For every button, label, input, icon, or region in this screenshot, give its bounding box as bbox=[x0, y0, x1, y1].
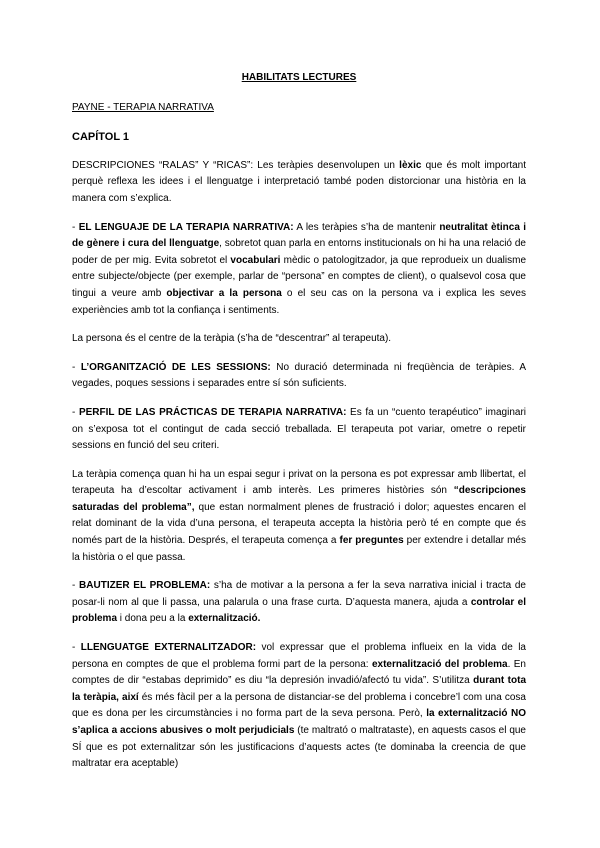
bold-text: controlar el problema bbox=[72, 596, 526, 625]
bold-text: neutralitat ètinca i de gènere i cura del llenguatge bbox=[72, 221, 527, 250]
bold-text: vocabulari bbox=[230, 254, 281, 266]
body-text: que és molt important perquè reflexa les idees i el llenguatge i interpretació també poden distorcionar una història en la manera com s’explica. bbox=[72, 159, 526, 204]
paragraph-lenguaje-terapia bbox=[72, 220, 526, 320]
chapter-heading: CAPÍTOL 1 bbox=[72, 131, 130, 144]
body-text: La persona és el centre de la teràpia (s’ha de “descentrar” al terapeuta). bbox=[72, 333, 392, 345]
body-text: - bbox=[72, 642, 81, 654]
body-text: La teràpia comença quan hi ha un espai segur i privat on la persona es pot expressar amb llibertat, el terapeuta ha d’escoltar activament i amb interès. Les primeres històries són bbox=[72, 468, 526, 497]
bold-text: L’ORGANITZACIÓ DE LES SESSIONS: bbox=[80, 361, 271, 373]
paragraph-bautizer-problema bbox=[72, 578, 526, 628]
body-text: A les teràpies s’ha de mantenir bbox=[293, 221, 440, 233]
paragraph-perfil-practicas bbox=[72, 405, 526, 455]
bold-text: durant tota la teràpia, així bbox=[72, 675, 527, 703]
body-text: . En comptes de dir “estabas deprimido” es diu “la depresión invadió/afectó tu vida”. S’utilitza bbox=[72, 658, 526, 687]
body-text: per extendre i detallar més la història o el que passa. bbox=[72, 535, 526, 563]
body-text: s’ha de motivar a la persona a fer la seva narrativa inicial i tracta de posar-li nom al que li passa, una palarula o una frase curta. D’aquesta manera, ajuda a bbox=[72, 580, 526, 608]
document-title: HABILITATS LECTURES bbox=[241, 72, 357, 83]
body-text: que estan normalment plenes de frustració i dolor; aquestes encaren el relat dominant de la vida d’una persona, el terapeuta accepta la història però té en compte que és només part de la història. Després, el terapeuta comença a bbox=[72, 501, 526, 547]
bold-text: fer preguntes bbox=[339, 535, 404, 547]
bold-text: “descripciones saturadas del problema”, bbox=[72, 485, 526, 513]
bold-text: BAUTIZER EL PROBLEMA: bbox=[79, 580, 211, 592]
paragraph-descripciones bbox=[72, 158, 526, 208]
body-text: DESCRIPCIONES “RALAS” Y “RICAS”: Les teràpies desenvolupen un bbox=[72, 159, 400, 171]
bold-text: lèxic bbox=[399, 159, 422, 171]
paragraph-persona-centre bbox=[72, 331, 526, 348]
body-text: - bbox=[72, 580, 80, 592]
bold-text: LLENGUATGE EXTERNALITZADOR: bbox=[80, 642, 257, 654]
bold-text: objectivar a la persona bbox=[166, 287, 282, 299]
body-text: No duració determinada ni freqüència de teràpies. A vegades, poques sessions i separades entre sí són suficients. bbox=[72, 361, 527, 390]
body-text: - bbox=[72, 221, 79, 233]
paragraph-organitzacio-sessions bbox=[72, 360, 526, 393]
body-text: mèdic o patologitzador, ja que reprodueix un dualisme entre subjecte/objecte (per exemple, parlar de “persona” en comptes de client), o qualsevol cosa que tingui a veure amb bbox=[72, 254, 527, 299]
body-text: Es fa un “cuento terapéutico” imaginari on s’exposa tot el contingut de cada secció treballada. El terapeuta pot variar, ometre o repetir sessions en funció del seu criteri. bbox=[72, 406, 526, 452]
body-text: vol expressar que el problema influeix en la vida de la persona en comptes de que el problema formi part de la persona: bbox=[72, 642, 526, 670]
paragraph-inici-terapia bbox=[72, 467, 526, 567]
body-text: - bbox=[72, 361, 81, 373]
bold-text: externalització. bbox=[188, 613, 261, 625]
body-text: (te maltrató o maltrataste), en aquests casos el que SÍ que es pot externalitzar són les justificacions d’aquests actes (te dominaba la creencia de que maltratar era aceptable) bbox=[72, 725, 526, 770]
body-text: - bbox=[72, 406, 79, 418]
body-text: , sobretot quan parla en entorns institucionals on hi ha una relació de poder de per mig. Evita sobretot el bbox=[72, 238, 526, 266]
document-subtitle: PAYNE - TERAPIA NARRATIVA bbox=[72, 101, 214, 113]
bold-text: PERFIL DE LAS PRÁCTICAS DE TERAPIA NARRATIVA: bbox=[78, 406, 347, 418]
body-text: és més fàcil per a la persona de distanciar-se del problema i concebre’l com una cosa que es dona per les circumstàncies i no forma part de la seva persona. Però, bbox=[72, 691, 526, 720]
document-page bbox=[72, 70, 526, 785]
bold-text: la externalització NO s’aplica a accions abusives o molt perjudicials bbox=[72, 708, 526, 736]
bold-text: externalització del problema bbox=[371, 658, 508, 670]
bold-text: EL LENGUAJE DE LA TERAPIA NARRATIVA: bbox=[78, 221, 294, 233]
body-text: o el seu cas on la persona va i explica les seves experiències amb tot la confiança i sentiments. bbox=[72, 287, 526, 316]
body-text: i dona peu a la bbox=[117, 613, 189, 625]
paragraph-llenguatge-externalitzador bbox=[72, 640, 526, 773]
